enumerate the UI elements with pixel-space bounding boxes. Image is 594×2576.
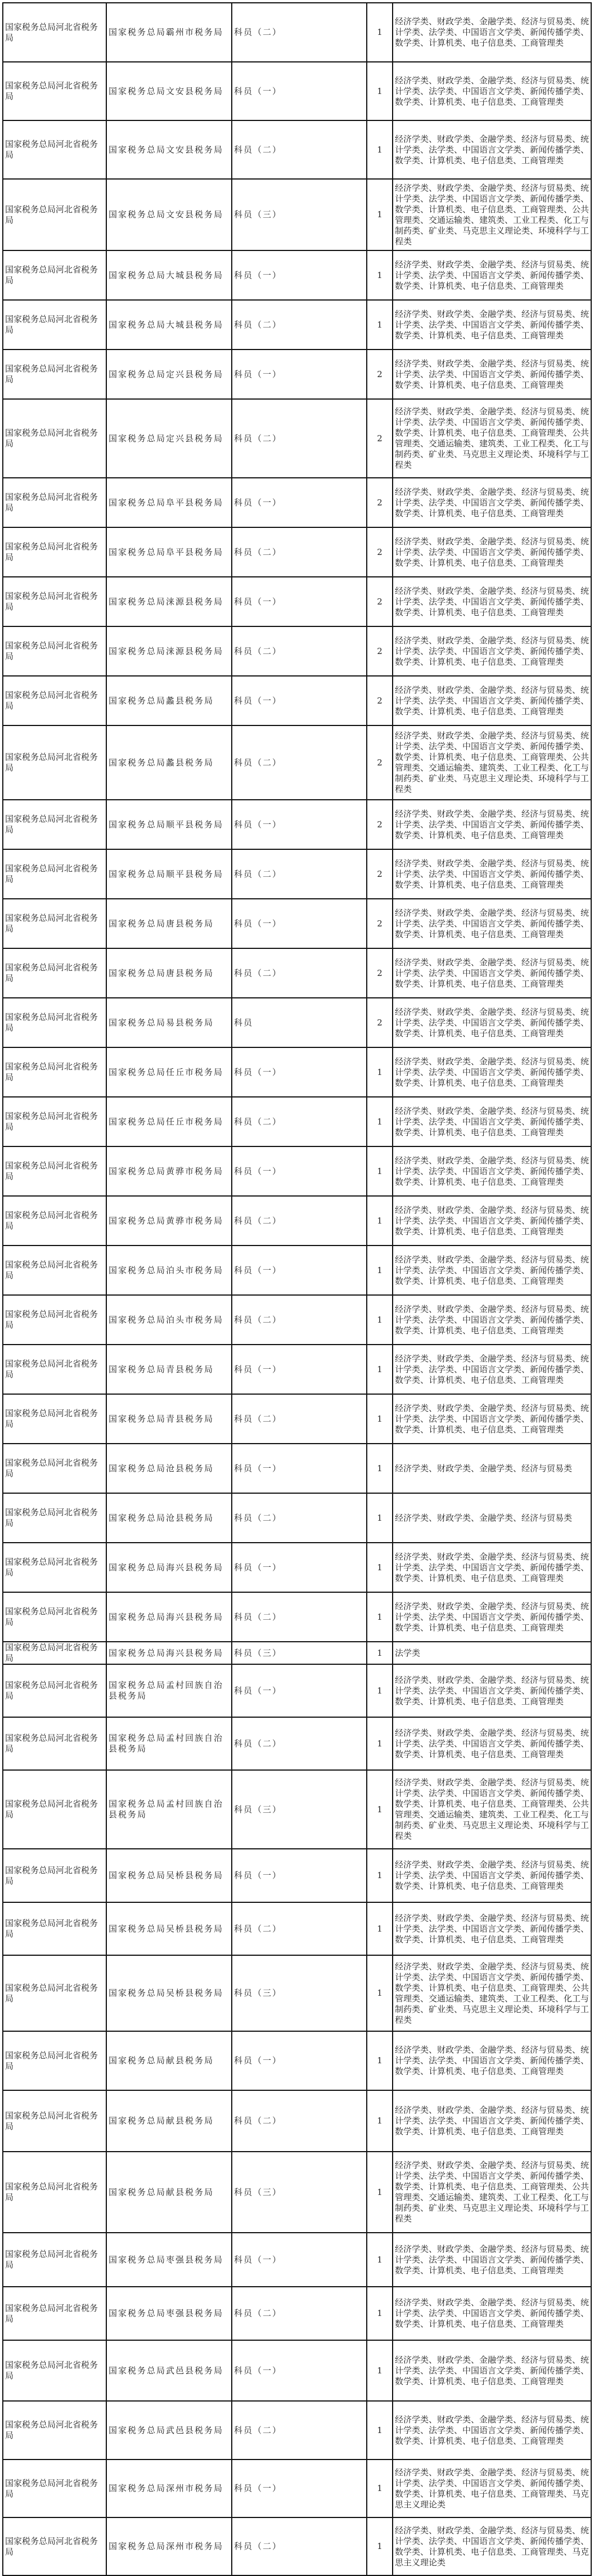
department-cell: 国家税务总局河北省税务局 [3,2459,106,2517]
position-cell: 科员（一） [232,62,367,120]
headcount-cell: 2 [367,899,393,948]
department-cell: 国家税务总局河北省税务局 [3,1592,106,1642]
office-cell: 国家税务总局涞源县税务局 [106,577,232,626]
table-row [3,2031,591,2090]
office-cell: 国家税务总局黄骅市税务局 [106,1196,232,1246]
headcount-cell: 2 [367,676,393,725]
office-cell: 国家税务总局吴桥县税务局 [106,1849,232,1902]
office-cell: 国家税务总局献县税务局 [106,2152,232,2233]
headcount-cell: 1 [367,1246,393,1295]
table-row [3,1295,591,1345]
position-cell: 科员（一） [232,2233,367,2287]
position-cell: 科员（二） [232,300,367,350]
position-cell: 科员（二） [232,1717,367,1770]
majors-cell: 经济学类、财政学类、金融学类、经济与贸易类、统计学类、法学类、中国语言文学类、新闻传播学类、数学类、计算机类、电子信息类、工商管理类 [393,1246,591,1295]
office-cell: 国家税务总局大城县税务局 [106,250,232,300]
department-cell: 国家税务总局河北省税务局 [3,2517,106,2575]
headcount-cell: 2 [367,849,393,899]
headcount-cell: 1 [367,1849,393,1902]
position-cell: 科员（一） [232,2459,367,2517]
majors-cell: 经济学类、财政学类、金融学类、经济与贸易类、统计学类、法学类、中国语言文学类、新闻传播学类、数学类、计算机类、电子信息类、工商管理类 [393,2287,591,2340]
majors-cell: 经济学类、财政学类、金融学类、经济与贸易类、统计学类、法学类、中国语言文学类、新闻传播学类、数学类、计算机类、电子信息类、工商管理类 [393,1849,591,1902]
majors-cell: 经济学类、财政学类、金融学类、经济与贸易类、统计学类、法学类、中国语言文学类、新闻传播学类、数学类、计算机类、电子信息类、工商管理类、公共管理类、交通运输类、建筑类、工业工程类、化工与制药类、矿业类、马克思主义理论类、环境科学与工程类 [393,1770,591,1849]
majors-cell: 经济学类、财政学类、金融学类、经济与贸易类、统计学类、法学类、中国语言文学类、新闻传播学类、数学类、计算机类、电子信息类、工商管理类 [393,2340,591,2401]
table-row [3,1146,591,1196]
majors-cell: 经济学类、财政学类、金融学类、经济与贸易类、统计学类、法学类、中国语言文学类、新闻传播学类、数学类、计算机类、电子信息类、工商管理类 [393,1196,591,1246]
position-cell: 科员（一） [232,1345,367,1394]
office-cell: 国家税务总局唐县税务局 [106,948,232,998]
department-cell: 国家税务总局河北省税务局 [3,2090,106,2152]
position-cell: 科员（三） [232,1642,367,1664]
department-cell: 国家税务总局河北省税务局 [3,1295,106,1345]
headcount-cell: 1 [367,1394,393,1444]
table-row [3,1246,591,1295]
department-cell: 国家税务总局河北省税务局 [3,2401,106,2459]
position-cell: 科员（一） [232,250,367,300]
majors-cell: 经济学类、财政学类、金融学类、经济与贸易类、统计学类、法学类、中国语言文学类、新闻传播学类、数学类、计算机类、电子信息类、工商管理类 [393,1345,591,1394]
office-cell: 国家税务总局泊头市税务局 [106,1295,232,1345]
position-cell: 科员（一） [232,1664,367,1717]
majors-cell: 经济学类、财政学类、金融学类、经济与贸易类、统计学类、法学类、中国语言文学类、新闻传播学类、数学类、计算机类、电子信息类、工商管理类 [393,478,591,527]
office-cell: 国家税务总局阜平县税务局 [106,527,232,577]
position-cell: 科员（一） [232,350,367,399]
office-cell: 国家税务总局沧县税务局 [106,1493,232,1543]
headcount-cell: 1 [367,2459,393,2517]
department-cell: 国家税务总局河北省税务局 [3,1047,106,1097]
department-cell: 国家税务总局河北省税务局 [3,1444,106,1493]
majors-cell: 经济学类、财政学类、金融学类、经济与贸易类、统计学类、法学类、中国语言文学类、新闻传播学类、数学类、计算机类、电子信息类、工商管理类 [393,1717,591,1770]
office-cell: 国家税务总局深州市税务局 [106,2459,232,2517]
position-cell: 科员（一） [232,676,367,725]
table-row [3,1592,591,1642]
headcount-cell: 1 [367,62,393,120]
majors-cell: 经济学类、财政学类、金融学类、经济与贸易类、统计学类、法学类、中国语言文学类、新闻传播学类、数学类、计算机类、电子信息类、工商管理类、公共管理类、交通运输类、建筑类、工业工程类、化工与制药类、矿业类、马克思主义理论类、环境科学与工程类 [393,1955,591,2031]
department-cell: 国家税务总局河北省税务局 [3,478,106,527]
table-row [3,399,591,478]
position-cell: 科员（三） [232,1770,367,1849]
headcount-cell: 2 [367,626,393,676]
table-row [3,626,591,676]
department-cell: 国家税务总局河北省税务局 [3,1642,106,1664]
position-cell: 科员（一） [232,2340,367,2401]
table-row [3,1642,591,1664]
headcount-cell: 2 [367,800,393,849]
office-cell: 国家税务总局青县税务局 [106,1394,232,1444]
headcount-cell: 1 [367,2152,393,2233]
table-row [3,1849,591,1902]
office-cell: 国家税务总局献县税务局 [106,2090,232,2152]
office-cell: 国家税务总局武邑县税务局 [106,2401,232,2459]
table-row [3,725,591,800]
majors-cell: 经济学类、财政学类、金融学类、经济与贸易类、统计学类、法学类、中国语言文学类、新闻传播学类、数学类、计算机类、电子信息类、工商管理类 [393,1543,591,1592]
position-cell: 科员（二） [232,120,367,179]
headcount-cell: 1 [367,3,393,62]
table-row [3,120,591,179]
majors-cell: 经济学类、财政学类、金融学类、经济与贸易类、统计学类、法学类、中国语言文学类、新闻传播学类、数学类、计算机类、电子信息类、工商管理类 [393,2031,591,2090]
office-cell: 国家税务总局顺平县税务局 [106,800,232,849]
majors-cell: 经济学类、财政学类、金融学类、经济与贸易类、统计学类、法学类、中国语言文学类、新闻传播学类、数学类、计算机类、电子信息类、工商管理类 [393,899,591,948]
department-cell: 国家税务总局河北省税务局 [3,1717,106,1770]
position-cell: 科员（一） [232,800,367,849]
headcount-cell: 1 [367,2031,393,2090]
position-cell: 科员（二） [232,1097,367,1146]
position-cell: 科员（二） [232,399,367,478]
majors-cell: 经济学类、财政学类、金融学类、经济与贸易类、统计学类、法学类、中国语言文学类、新闻传播学类、数学类、计算机类、电子信息类、工商管理类 [393,1394,591,1444]
headcount-cell: 1 [367,1902,393,1955]
table-row [3,1047,591,1097]
table-row [3,2287,591,2340]
headcount-cell: 1 [367,2517,393,2575]
office-cell: 国家税务总局海兴县税务局 [106,1543,232,1592]
table-row [3,478,591,527]
table-row [3,1717,591,1770]
table-row [3,1196,591,1246]
department-cell: 国家税务总局河北省税务局 [3,179,106,250]
office-cell: 国家税务总局吴桥县税务局 [106,1955,232,2031]
position-cell: 科员（一） [232,2031,367,2090]
majors-cell: 经济学类、财政学类、金融学类、经济与贸易类 [393,1444,591,1493]
table-row [3,1902,591,1955]
position-cell: 科员（二） [232,948,367,998]
majors-cell: 经济学类、财政学类、金融学类、经济与贸易类、统计学类、法学类、中国语言文学类、新闻传播学类、数学类、计算机类、电子信息类、工商管理类 [393,1146,591,1196]
department-cell: 国家税务总局河北省税务局 [3,1493,106,1543]
majors-cell: 经济学类、财政学类、金融学类、经济与贸易类、统计学类、法学类、中国语言文学类、新闻传播学类、数学类、计算机类、电子信息类、工商管理类 [393,2401,591,2459]
positions-table [2,2,592,2576]
department-cell: 国家税务总局河北省税务局 [3,800,106,849]
majors-cell: 经济学类、财政学类、金融学类、经济与贸易类、统计学类、法学类、中国语言文学类、新闻传播学类、数学类、计算机类、电子信息类、工商管理类 [393,948,591,998]
headcount-cell: 1 [367,1664,393,1717]
majors-cell: 经济学类、财政学类、金融学类、经济与贸易类、统计学类、法学类、中国语言文学类、新闻传播学类、数学类、计算机类、电子信息类、工商管理类、公共管理类、交通运输类、建筑类、工业工程类、化工与制药类、矿业类、马克思主义理论类、环境科学与工程类 [393,179,591,250]
department-cell: 国家税务总局河北省税务局 [3,1902,106,1955]
department-cell: 国家税务总局河北省税务局 [3,2031,106,2090]
position-cell: 科员（二） [232,3,367,62]
majors-cell: 经济学类、财政学类、金融学类、经济与贸易类、统计学类、法学类、中国语言文学类、新闻传播学类、数学类、计算机类、电子信息类、工商管理类 [393,998,591,1047]
table-row [3,2401,591,2459]
position-cell: 科员（二） [232,2287,367,2340]
majors-cell: 经济学类、财政学类、金融学类、经济与贸易类、统计学类、法学类、中国语言文学类、新闻传播学类、数学类、计算机类、电子信息类、工商管理类 [393,1047,591,1097]
majors-cell: 经济学类、财政学类、金融学类、经济与贸易类、统计学类、法学类、中国语言文学类、新闻传播学类、数学类、计算机类、电子信息类、工商管理类 [393,1295,591,1345]
office-cell: 国家税务总局任丘市税务局 [106,1047,232,1097]
office-cell: 国家税务总局定兴县税务局 [106,399,232,478]
majors-cell: 经济学类、财政学类、金融学类、经济与贸易类、统计学类、法学类、中国语言文学类、新闻传播学类、数学类、计算机类、电子信息类、工商管理类 [393,350,591,399]
table-row [3,1444,591,1493]
department-cell: 国家税务总局河北省税务局 [3,1246,106,1295]
department-cell: 国家税务总局河北省税务局 [3,725,106,800]
office-cell: 国家税务总局海兴县税务局 [106,1592,232,1642]
position-cell: 科员（一） [232,577,367,626]
headcount-cell: 1 [367,250,393,300]
majors-cell: 经济学类、财政学类、金融学类、经济与贸易类、统计学类、法学类、中国语言文学类、新闻传播学类、数学类、计算机类、电子信息类、工商管理类 [393,577,591,626]
department-cell: 国家税务总局河北省税务局 [3,300,106,350]
majors-cell: 经济学类、财政学类、金融学类、经济与贸易类、统计学类、法学类、中国语言文学类、新闻传播学类、数学类、计算机类、电子信息类、工商管理类 [393,120,591,179]
headcount-cell: 1 [367,179,393,250]
majors-cell: 经济学类、财政学类、金融学类、经济与贸易类、统计学类、法学类、中国语言文学类、新闻传播学类、数学类、计算机类、电子信息类、工商管理类 [393,1097,591,1146]
table-row [3,899,591,948]
office-cell: 国家税务总局蠡县税务局 [106,725,232,800]
headcount-cell: 2 [367,577,393,626]
table-row [3,2152,591,2233]
majors-cell: 经济学类、财政学类、金融学类、经济与贸易类、统计学类、法学类、中国语言文学类、新闻传播学类、数学类、计算机类、电子信息类、工商管理类、公共管理类、交通运输类、建筑类、工业工程类、化工与制药类、矿业类、马克思主义理论类、环境科学与工程类 [393,2152,591,2233]
office-cell: 国家税务总局泊头市税务局 [106,1246,232,1295]
table-row [3,300,591,350]
position-cell: 科员（二） [232,2517,367,2575]
headcount-cell: 1 [367,2090,393,2152]
majors-cell: 经济学类、财政学类、金融学类、经济与贸易类、统计学类、法学类、中国语言文学类、新闻传播学类、数学类、计算机类、电子信息类、工商管理类 [393,250,591,300]
department-cell: 国家税务总局河北省税务局 [3,998,106,1047]
table-row [3,1664,591,1717]
department-cell: 国家税务总局河北省税务局 [3,2340,106,2401]
majors-cell: 经济学类、财政学类、金融学类、经济与贸易类 [393,1493,591,1543]
office-cell: 国家税务总局唐县税务局 [106,899,232,948]
office-cell: 国家税务总局海兴县税务局 [106,1642,232,1664]
majors-cell: 经济学类、财政学类、金融学类、经济与贸易类、统计学类、法学类、中国语言文学类、新闻传播学类、数学类、计算机类、电子信息类、工商管理类 [393,527,591,577]
office-cell: 国家税务总局吴桥县税务局 [106,1902,232,1955]
position-cell: 科员（三） [232,2152,367,2233]
office-cell: 国家税务总局青县税务局 [106,1345,232,1394]
table-row [3,1097,591,1146]
department-cell: 国家税务总局河北省税务局 [3,3,106,62]
office-cell: 国家税务总局大城县税务局 [106,300,232,350]
headcount-cell: 2 [367,478,393,527]
headcount-cell: 1 [367,1444,393,1493]
headcount-cell: 1 [367,1592,393,1642]
position-cell: 科员（二） [232,725,367,800]
table-row [3,2233,591,2287]
position-cell: 科员（三） [232,179,367,250]
position-cell: 科员（二） [232,2090,367,2152]
department-cell: 国家税务总局河北省税务局 [3,350,106,399]
table-row [3,250,591,300]
position-cell: 科员（二） [232,1902,367,1955]
headcount-cell: 1 [367,1146,393,1196]
department-cell: 国家税务总局河北省税务局 [3,1664,106,1717]
department-cell: 国家税务总局河北省税务局 [3,1955,106,2031]
office-cell: 国家税务总局孟村回族自治县税务局 [106,1717,232,1770]
position-cell: 科员（二） [232,1592,367,1642]
office-cell: 国家税务总局文安县税务局 [106,120,232,179]
majors-cell: 经济学类、财政学类、金融学类、经济与贸易类、统计学类、法学类、中国语言文学类、新闻传播学类、数学类、计算机类、电子信息类、工商管理类 [393,626,591,676]
office-cell: 国家税务总局文安县税务局 [106,62,232,120]
office-cell: 国家税务总局文安县税务局 [106,179,232,250]
majors-cell: 经济学类、财政学类、金融学类、经济与贸易类、统计学类、法学类、中国语言文学类、新闻传播学类、数学类、计算机类、电子信息类、工商管理类、公共管理类、交通运输类、建筑类、工业工程类、化工与制药类、矿业类、马克思主义理论类、环境科学与工程类 [393,399,591,478]
table-row [3,62,591,120]
position-cell: 科员（一） [232,1246,367,1295]
position-cell: 科员（一） [232,1047,367,1097]
department-cell: 国家税务总局河北省税务局 [3,1097,106,1146]
office-cell: 国家税务总局枣强县税务局 [106,2233,232,2287]
position-cell: 科员（二） [232,1196,367,1246]
table-row [3,1955,591,2031]
headcount-cell: 1 [367,2401,393,2459]
headcount-cell: 2 [367,948,393,998]
majors-cell: 经济学类、财政学类、金融学类、经济与贸易类、统计学类、法学类、中国语言文学类、新闻传播学类、数学类、计算机类、电子信息类、工商管理类 [393,1902,591,1955]
table-row [3,948,591,998]
positions-table-body [3,3,591,2575]
headcount-cell: 1 [367,2340,393,2401]
headcount-cell: 2 [367,725,393,800]
headcount-cell: 1 [367,1543,393,1592]
position-cell: 科员（一） [232,478,367,527]
headcount-cell: 1 [367,120,393,179]
table-row [3,1345,591,1394]
table-row [3,2517,591,2575]
position-cell: 科员（二） [232,626,367,676]
headcount-cell: 1 [367,1295,393,1345]
majors-cell: 经济学类、财政学类、金融学类、经济与贸易类、统计学类、法学类、中国语言文学类、新闻传播学类、数学类、计算机类、电子信息类、工商管理类 [393,676,591,725]
majors-cell: 经济学类、财政学类、金融学类、经济与贸易类、统计学类、法学类、中国语言文学类、新闻传播学类、数学类、计算机类、电子信息类、工商管理类 [393,2090,591,2152]
department-cell: 国家税务总局河北省税务局 [3,2233,106,2287]
position-cell: 科员（一） [232,1444,367,1493]
table-row [3,2340,591,2401]
table-row [3,179,591,250]
department-cell: 国家税务总局河北省税务局 [3,899,106,948]
headcount-cell: 2 [367,350,393,399]
headcount-cell: 2 [367,399,393,478]
department-cell: 国家税务总局河北省税务局 [3,62,106,120]
table-row [3,350,591,399]
office-cell: 国家税务总局任丘市税务局 [106,1097,232,1146]
department-cell: 国家税务总局河北省税务局 [3,2152,106,2233]
department-cell: 国家税务总局河北省税务局 [3,1345,106,1394]
department-cell: 国家税务总局河北省税务局 [3,527,106,577]
office-cell: 国家税务总局枣强县税务局 [106,2287,232,2340]
position-cell: 科员（二） [232,849,367,899]
table-row [3,1394,591,1444]
table-row [3,1543,591,1592]
table-row [3,800,591,849]
headcount-cell: 1 [367,1097,393,1146]
headcount-cell: 1 [367,1196,393,1246]
headcount-cell: 1 [367,1717,393,1770]
department-cell: 国家税务总局河北省税务局 [3,1196,106,1246]
position-cell: 科员 [232,998,367,1047]
headcount-cell: 1 [367,1493,393,1543]
department-cell: 国家税务总局河北省税务局 [3,1394,106,1444]
table-row [3,849,591,899]
office-cell: 国家税务总局易县税务局 [106,998,232,1047]
position-cell: 科员（二） [232,2401,367,2459]
majors-cell: 经济学类、财政学类、金融学类、经济与贸易类、统计学类、法学类、中国语言文学类、新闻传播学类、数学类、计算机类、电子信息类、工商管理类 [393,300,591,350]
headcount-cell: 1 [367,1770,393,1849]
table-row [3,577,591,626]
position-cell: 科员（一） [232,1146,367,1196]
department-cell: 国家税务总局河北省税务局 [3,948,106,998]
majors-cell: 经济学类、财政学类、金融学类、经济与贸易类、统计学类、法学类、中国语言文学类、新闻传播学类、数学类、计算机类、电子信息类、工商管理类 [393,2233,591,2287]
majors-cell: 经济学类、财政学类、金融学类、经济与贸易类、统计学类、法学类、中国语言文学类、新闻传播学类、数学类、计算机类、电子信息类、工商管理类、马克思主义理论类 [393,2517,591,2575]
majors-cell: 经济学类、财政学类、金融学类、经济与贸易类、统计学类、法学类、中国语言文学类、新闻传播学类、数学类、计算机类、电子信息类、工商管理类 [393,800,591,849]
table-row [3,3,591,62]
department-cell: 国家税务总局河北省税务局 [3,250,106,300]
headcount-cell: 1 [367,2233,393,2287]
headcount-cell: 2 [367,998,393,1047]
majors-cell: 经济学类、财政学类、金融学类、经济与贸易类、统计学类、法学类、中国语言文学类、新闻传播学类、数学类、计算机类、电子信息类、工商管理类、马克思主义理论类 [393,2459,591,2517]
headcount-cell: 1 [367,1345,393,1394]
department-cell: 国家税务总局河北省税务局 [3,676,106,725]
department-cell: 国家税务总局河北省税务局 [3,1770,106,1849]
headcount-cell: 1 [367,1047,393,1097]
table-row [3,998,591,1047]
office-cell: 国家税务总局黄骅市税务局 [106,1146,232,1196]
office-cell: 国家税务总局献县税务局 [106,2031,232,2090]
majors-cell: 法学类 [393,1642,591,1664]
office-cell: 国家税务总局顺平县税务局 [106,849,232,899]
table-row [3,2090,591,2152]
department-cell: 国家税务总局河北省税务局 [3,399,106,478]
majors-cell: 经济学类、财政学类、金融学类、经济与贸易类、统计学类、法学类、中国语言文学类、新闻传播学类、数学类、计算机类、电子信息类、工商管理类 [393,1664,591,1717]
office-cell: 国家税务总局深州市税务局 [106,2517,232,2575]
position-cell: 科员（一） [232,1543,367,1592]
office-cell: 国家税务总局阜平县税务局 [106,478,232,527]
majors-cell: 经济学类、财政学类、金融学类、经济与贸易类、统计学类、法学类、中国语言文学类、新闻传播学类、数学类、计算机类、电子信息类、工商管理类 [393,1592,591,1642]
position-cell: 科员（三） [232,1955,367,2031]
position-cell: 科员（一） [232,1849,367,1902]
position-cell: 科员（二） [232,1295,367,1345]
office-cell: 国家税务总局霸州市税务局 [106,3,232,62]
headcount-cell: 1 [367,300,393,350]
headcount-cell: 1 [367,1642,393,1664]
office-cell: 国家税务总局沧县税务局 [106,1444,232,1493]
department-cell: 国家税务总局河北省税务局 [3,849,106,899]
headcount-cell: 2 [367,527,393,577]
table-row [3,1493,591,1543]
table-row [3,527,591,577]
table-row [3,2459,591,2517]
department-cell: 国家税务总局河北省税务局 [3,626,106,676]
position-cell: 科员（二） [232,527,367,577]
office-cell: 国家税务总局武邑县税务局 [106,2340,232,2401]
position-cell: 科员（一） [232,899,367,948]
office-cell: 国家税务总局孟村回族自治县税务局 [106,1664,232,1717]
table-row [3,676,591,725]
office-cell: 国家税务总局蠡县税务局 [106,676,232,725]
office-cell: 国家税务总局涞源县税务局 [106,626,232,676]
department-cell: 国家税务总局河北省税务局 [3,2287,106,2340]
department-cell: 国家税务总局河北省税务局 [3,577,106,626]
table-row [3,1770,591,1849]
majors-cell: 经济学类、财政学类、金融学类、经济与贸易类、统计学类、法学类、中国语言文学类、新闻传播学类、数学类、计算机类、电子信息类、工商管理类、公共管理类、交通运输类、建筑类、工业工程类、化工与制药类、矿业类、马克思主义理论类、环境科学与工程类 [393,725,591,800]
position-cell: 科员（二） [232,1394,367,1444]
headcount-cell: 1 [367,1955,393,2031]
headcount-cell: 1 [367,2287,393,2340]
department-cell: 国家税务总局河北省税务局 [3,1543,106,1592]
department-cell: 国家税务总局河北省税务局 [3,1146,106,1196]
department-cell: 国家税务总局河北省税务局 [3,120,106,179]
department-cell: 国家税务总局河北省税务局 [3,1849,106,1902]
majors-cell: 经济学类、财政学类、金融学类、经济与贸易类、统计学类、法学类、中国语言文学类、新闻传播学类、数学类、计算机类、电子信息类、工商管理类 [393,62,591,120]
office-cell: 国家税务总局定兴县税务局 [106,350,232,399]
majors-cell: 经济学类、财政学类、金融学类、经济与贸易类、统计学类、法学类、中国语言文学类、新闻传播学类、数学类、计算机类、电子信息类、工商管理类 [393,3,591,62]
position-cell: 科员（二） [232,1493,367,1543]
majors-cell: 经济学类、财政学类、金融学类、经济与贸易类、统计学类、法学类、中国语言文学类、新闻传播学类、数学类、计算机类、电子信息类、工商管理类 [393,849,591,899]
office-cell: 国家税务总局孟村回族自治县税务局 [106,1770,232,1849]
